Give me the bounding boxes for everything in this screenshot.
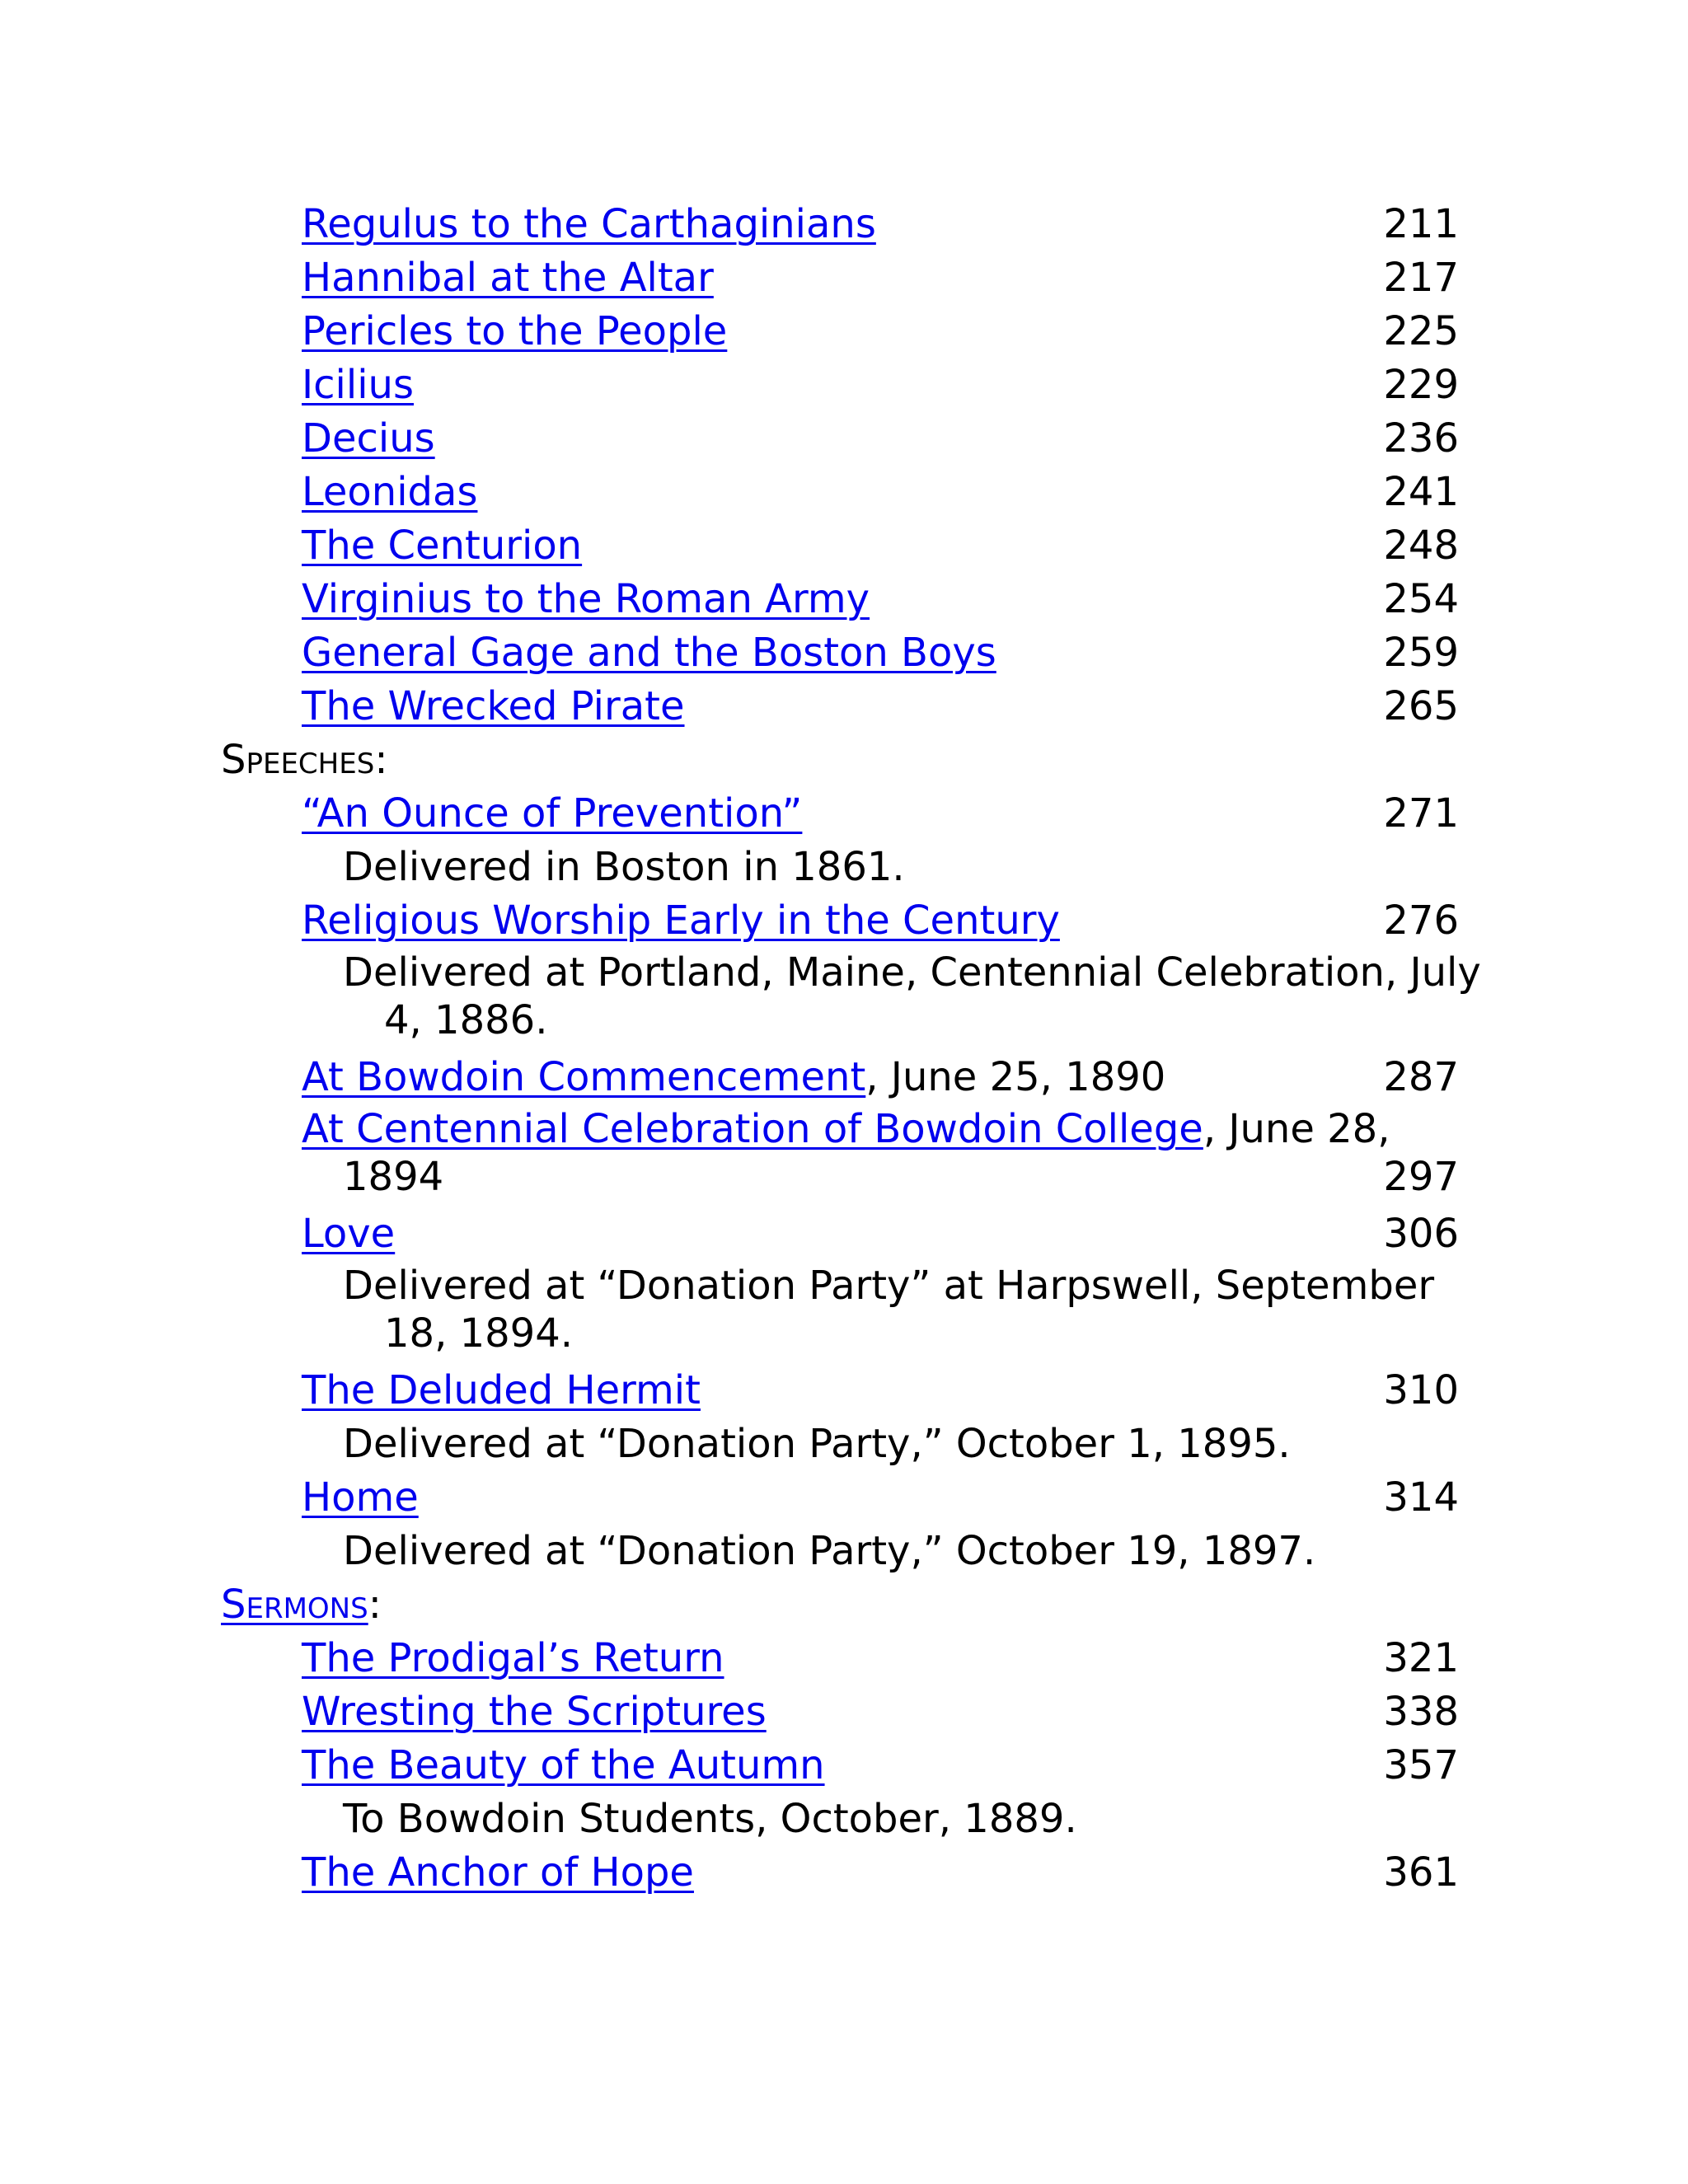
page-number: 211 (1383, 201, 1459, 247)
page-number: 357 (1383, 1742, 1459, 1788)
toc-entry (221, 787, 1459, 841)
page-number: 236 (1383, 415, 1459, 462)
note-line: Delivered at Portland, Maine, Centennial Celebration, July (343, 949, 1481, 996)
entry-note: Delivered at “Donation Party,” October 1, 1895. (343, 1421, 1291, 1467)
page-number: 287 (1383, 1054, 1459, 1100)
toc-entry (221, 359, 1459, 412)
toc-entry (221, 680, 1459, 733)
note-line: 4, 1886. (384, 997, 548, 1043)
section-label: Speeches (221, 737, 375, 783)
page-number: 241 (1383, 469, 1459, 515)
entry-note: Delivered at “Donation Party,” October 19, 1897. (343, 1528, 1316, 1574)
page-number: 321 (1383, 1635, 1459, 1681)
toc-link-leonidas[interactable]: Leonidas (302, 469, 478, 515)
section-colon: : (374, 737, 388, 783)
toc-entry (221, 894, 1459, 948)
toc-link-regulus[interactable]: Regulus to the Carthaginians (302, 201, 876, 247)
toc-link-centennial-celebration[interactable]: At Centennial Celebration of Bowdoin College (302, 1106, 1203, 1152)
toc-entry (221, 626, 1459, 680)
entry-note: To Bowdoin Students, October, 1889. (343, 1796, 1077, 1842)
toc-link-decius[interactable]: Decius (302, 415, 435, 462)
page-number: 259 (1383, 630, 1459, 676)
entry-note (221, 1261, 1435, 1364)
page-number: 361 (1383, 1849, 1459, 1896)
toc-entry (221, 1207, 1459, 1261)
toc-link-prodigals-return[interactable]: The Prodigal’s Return (302, 1635, 724, 1681)
section-colon: : (368, 1582, 382, 1628)
entry-suffix: , June 28, (1203, 1106, 1390, 1152)
toc-entry (221, 1104, 1459, 1207)
toc-entry (221, 466, 1459, 519)
entry-year: 1894 (343, 1154, 444, 1200)
entry-note: Delivered in Boston in 1861. (343, 844, 905, 890)
page-number: 297 (1383, 1154, 1459, 1200)
toc-entry (221, 412, 1459, 466)
entry-note (221, 948, 1481, 1051)
table-of-contents (221, 198, 1481, 1900)
toc-link-beauty-of-autumn[interactable]: The Beauty of the Autumn (302, 1742, 825, 1788)
toc-entry (221, 1846, 1459, 1900)
toc-entry (221, 1632, 1459, 1685)
toc-link-deluded-hermit[interactable]: The Deluded Hermit (302, 1367, 701, 1413)
page-number: 314 (1383, 1474, 1459, 1521)
page-number: 229 (1383, 362, 1459, 408)
page-number: 265 (1383, 683, 1459, 729)
toc-link-love[interactable]: Love (302, 1211, 396, 1257)
page-number: 276 (1383, 898, 1459, 944)
toc-link-icilius[interactable]: Icilius (302, 362, 414, 408)
toc-entry (221, 519, 1459, 573)
section-heading-sermons (221, 1578, 1459, 1632)
page-number: 271 (1383, 790, 1459, 837)
entry-continuation (302, 1154, 1459, 1207)
toc-entry (221, 573, 1459, 626)
note-line: Delivered at “Donation Party” at Harpswell, September (343, 1263, 1435, 1309)
toc-link-general-gage[interactable]: General Gage and the Boston Boys (302, 630, 996, 676)
toc-link-virginius[interactable]: Virginius to the Roman Army (302, 576, 870, 622)
entry-suffix: , June 25, 1890 (865, 1054, 1166, 1100)
section-heading-speeches (221, 733, 1459, 787)
toc-entry (221, 1685, 1459, 1739)
page-number: 254 (1383, 576, 1459, 622)
page-number: 310 (1383, 1367, 1459, 1413)
entry-title (302, 1104, 1390, 1154)
toc-entry (221, 251, 1459, 305)
toc-link-wrecked-pirate[interactable]: The Wrecked Pirate (302, 683, 685, 729)
toc-link-home[interactable]: Home (302, 1474, 419, 1521)
toc-link-ounce-of-prevention[interactable]: “An Ounce of Prevention” (302, 790, 803, 837)
toc-link-wresting-scriptures[interactable]: Wresting the Scriptures (302, 1689, 767, 1735)
page-number: 306 (1383, 1211, 1459, 1257)
section-link-sermons[interactable]: Sermons (221, 1582, 368, 1628)
toc-link-pericles[interactable]: Pericles to the People (302, 308, 728, 354)
page-number: 248 (1383, 523, 1459, 569)
toc-link-anchor-of-hope[interactable]: The Anchor of Hope (302, 1849, 694, 1896)
toc-entry (221, 1364, 1459, 1418)
toc-entry (221, 1739, 1459, 1793)
toc-link-bowdoin-commencement[interactable]: At Bowdoin Commencement (302, 1054, 866, 1100)
toc-link-religious-worship[interactable]: Religious Worship Early in the Century (302, 898, 1060, 944)
entry-title (302, 1051, 1165, 1104)
toc-entry (221, 1051, 1459, 1104)
toc-link-centurion[interactable]: The Centurion (302, 523, 583, 569)
toc-entry (221, 198, 1459, 251)
toc-entry (221, 305, 1459, 359)
page-number: 338 (1383, 1689, 1459, 1735)
page-number: 225 (1383, 308, 1459, 354)
note-line: 18, 1894. (384, 1310, 574, 1357)
toc-entry (221, 1471, 1459, 1525)
page-number: 217 (1383, 255, 1459, 301)
toc-link-hannibal[interactable]: Hannibal at the Altar (302, 255, 714, 301)
